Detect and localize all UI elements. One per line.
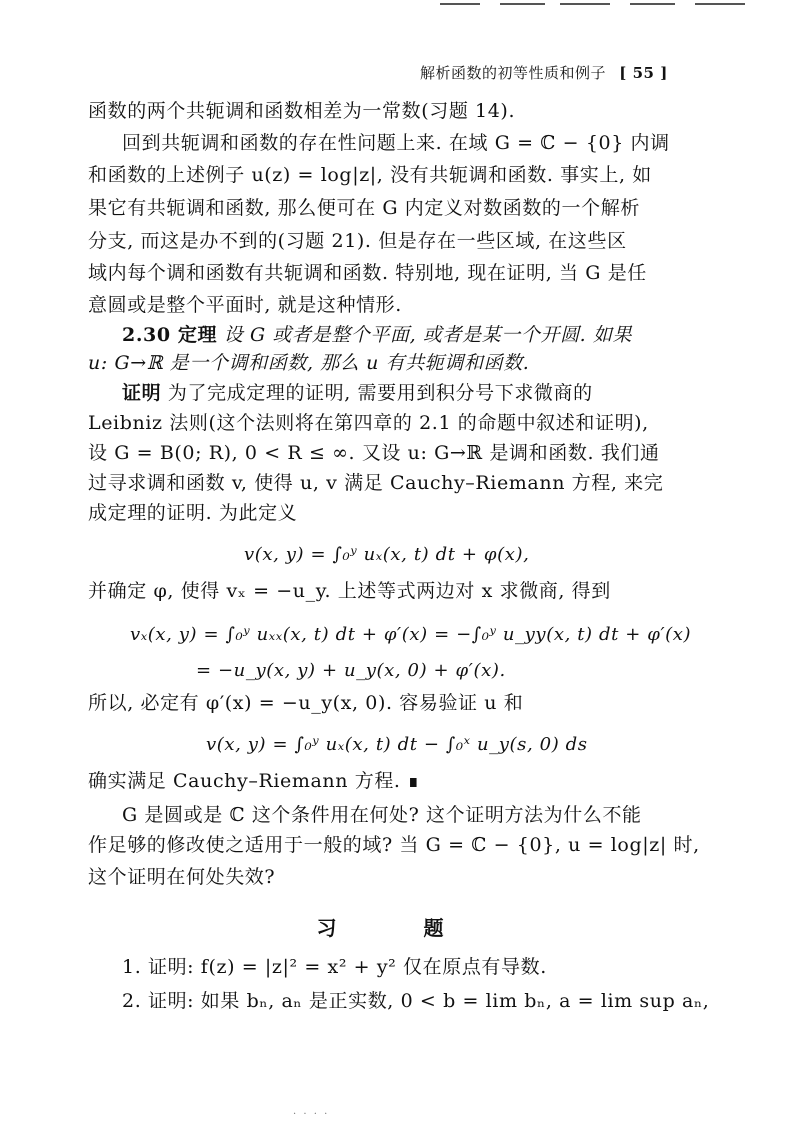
scan-dots: . . . . [293, 1106, 330, 1117]
text-line: Leibniz 法则(这个法则将在第四章的 2.1 的命题中叙述和证明), [88, 412, 649, 434]
text-line: 和函数的上述例子 u(z) = log|z|, 没有共轭调和函数. 事实上, 如 [88, 164, 652, 186]
proof-line [122, 380, 752, 406]
exercise-item: 2. 证明: 如果 bₙ, aₙ 是正实数, 0 < b = lim bₙ, a = lim sup aₙ, [122, 990, 710, 1012]
text-line: 过寻求调和函数 v, 使得 u, v 满足 Cauchy–Riemann 方程, 来完 [88, 472, 664, 494]
theorem-line [122, 322, 752, 348]
proof-label: 证明 [122, 382, 162, 404]
running-header [420, 62, 680, 88]
text-line: 设 G = B(0; R), 0 < R ≤ ∞. 又设 u: G→ℝ 是调和函数. 我们通 [88, 442, 660, 464]
text-line: G 是圆或是 ℂ 这个条件用在何处? 这个证明方法为什么不能 [122, 804, 642, 826]
theorem-text: 设 G 或者是整个平面, 或者是某一个开圆. 如果 [223, 324, 633, 346]
text-line: 域内每个调和函数有共轭调和函数. 特别地, 现在证明, 当 G 是任 [88, 262, 647, 284]
text-line: 并确定 φ, 使得 vₓ = −u_y. 上述等式两边对 x 求微商, 得到 [88, 580, 611, 602]
text-line: 确实满足 Cauchy–Riemann 方程. ∎ [88, 770, 420, 792]
equation-1: v(x, y) = ∫₀ʸ uₓ(x, t) dt + φ(x), [244, 544, 530, 565]
page-number: [ 55 ] [619, 64, 668, 82]
equation-2: vₓ(x, y) = ∫₀ʸ uₓₓ(x, t) dt + φ′(x) = −∫₀ʸ u_yy(x, t) dt + φ′(x) [130, 624, 692, 645]
equation-3: = −u_y(x, y) + u_y(x, 0) + φ′(x). [196, 660, 506, 681]
section-title: 习 题 [316, 916, 484, 940]
theorem-label: 2.30 定理 [122, 324, 218, 346]
proof-text: 为了完成定理的证明, 需要用到积分号下求微商的 [167, 382, 593, 404]
text-line: 函数的两个共轭调和函数相差为一常数(习题 14). [88, 100, 516, 122]
exercise-item: 1. 证明: f(z) = |z|² = x² + y² 仅在原点有导数. [122, 956, 547, 978]
text-line: 回到共轭调和函数的存在性问题上来. 在域 G = ℂ − {0} 内调 [122, 132, 670, 154]
text-line: 成定理的证明. 为此定义 [88, 502, 298, 524]
equation-4: v(x, y) = ∫₀ʸ uₓ(x, t) dt − ∫₀ˣ u_y(s, 0) ds [206, 734, 588, 755]
text-line: 意圆或是整个平面时, 就是这种情形. [88, 294, 402, 316]
text-line: 分支, 而这是办不到的(习题 21). 但是存在一些区域, 在这些区 [88, 230, 627, 252]
scan-edge-marks [440, 0, 780, 8]
text-line: 这个证明在何处失效? [88, 866, 276, 888]
text-line: 作足够的修改使之适用于一般的域? 当 G = ℂ − {0}, u = log|z| 时, [88, 834, 700, 856]
text-line: 所以, 必定有 φ′(x) = −u_y(x, 0). 容易验证 u 和 [88, 692, 524, 714]
text-line: 果它有共轭调和函数, 那么便可在 G 内定义对数函数的一个解析 [88, 197, 640, 219]
header-title: 解析函数的初等性质和例子 [420, 64, 607, 82]
theorem-text: u: G→ℝ 是一个调和函数, 那么 u 有共轭调和函数. [88, 352, 530, 374]
